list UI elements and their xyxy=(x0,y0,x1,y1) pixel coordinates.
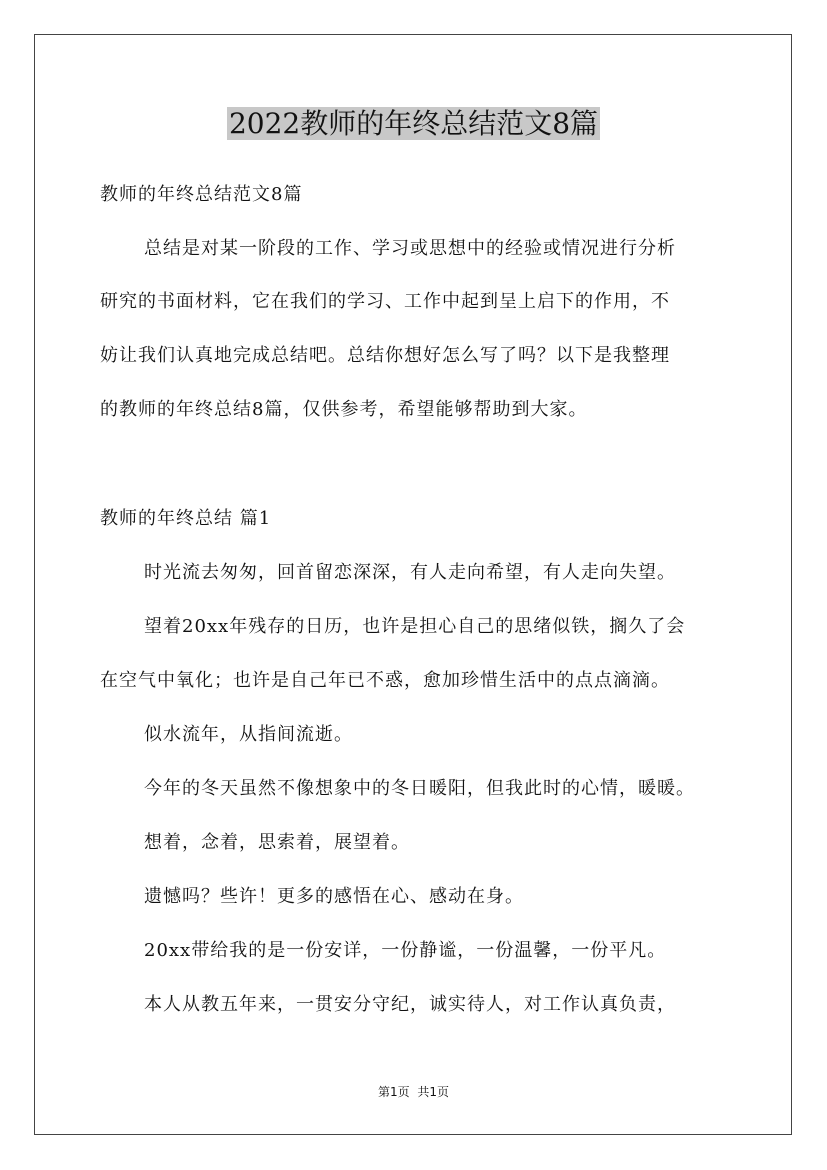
paragraph-line: 研究的书面材料，它在我们的学习、工作中起到呈上启下的作用，不 xyxy=(100,291,670,312)
paragraph-line: 本人从教五年来，一贯安分守纪，诚实待人，对工作认真负责， xyxy=(144,994,676,1015)
paragraph-line: 时光流去匆匆，回首留恋深深，有人走向希望，有人走向失望。 xyxy=(144,562,676,583)
paragraph-line: 遗憾吗？些许！更多的感悟在心、感动在身。 xyxy=(144,886,524,907)
page-total: 共1页 xyxy=(417,1085,449,1099)
paragraph-line: 在空气中氧化；也许是自己年已不惑，愈加珍惜生活中的点点滴滴。 xyxy=(100,670,670,691)
subtitle-line: 教师的年终总结范文8篇 xyxy=(100,184,303,205)
paragraph-line: 似水流年，从指间流逝。 xyxy=(144,724,353,745)
paragraph-line: 总结是对某一阶段的工作、学习或思想中的经验或情况进行分析 xyxy=(144,238,676,259)
document-title-text: 2022教师的年终总结范文8篇 xyxy=(228,107,599,140)
paragraph-line: 想着，念着，思索着，展望着。 xyxy=(144,832,410,853)
paragraph-line: 的教师的年终总结8篇，仅供参考，希望能够帮助到大家。 xyxy=(100,399,588,420)
paragraph-line: 妨让我们认真地完成总结吧。总结你想好怎么写了吗？以下是我整理 xyxy=(100,345,670,366)
document-title xyxy=(0,104,827,144)
paragraph-line: 今年的冬天虽然不像想象中的冬日暖阳，但我此时的心情，暖暖。 xyxy=(144,778,695,799)
page-number: 第1页 xyxy=(378,1085,410,1099)
section-heading: 教师的年终总结 篇1 xyxy=(100,508,272,529)
paragraph-line: 20xx带给我的是一份安详，一份静谧，一份温馨，一份平凡。 xyxy=(144,940,667,961)
paragraph-line: 望着20xx年残存的日历，也许是担心自己的思绪似铁，搁久了会 xyxy=(144,616,686,637)
page-footer xyxy=(0,1084,827,1100)
